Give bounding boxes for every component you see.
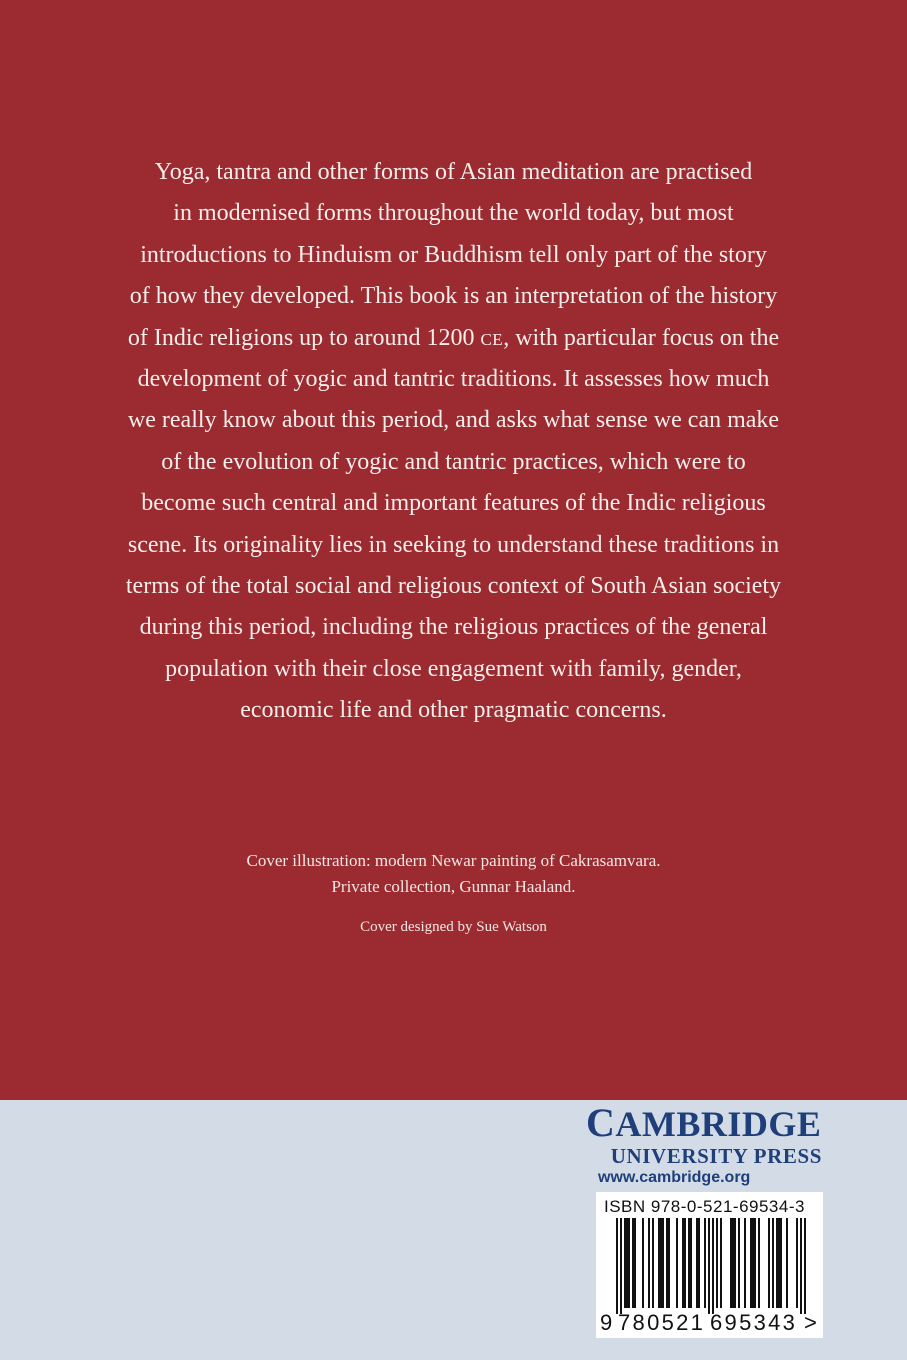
isbn-label: ISBN 978-0-521-69534-3 xyxy=(604,1197,805,1216)
barcode-bar xyxy=(676,1218,678,1308)
barcode-bar xyxy=(758,1218,760,1308)
barcode-bar xyxy=(634,1218,636,1308)
isbn-barcode-box xyxy=(596,1192,823,1338)
barcode-bar xyxy=(712,1218,714,1314)
barcode-bar xyxy=(754,1218,756,1308)
barcode-bar xyxy=(776,1218,778,1308)
cover-illustration-credit xyxy=(100,848,807,900)
illustration-credit-line: Cover illustration: modern Newar painting of Cakrasamvara. xyxy=(246,851,661,870)
barcode-bar xyxy=(730,1218,732,1308)
blurb-line: in modernised forms throughout the world today, but most xyxy=(173,200,734,227)
blurb-line: we really know about this period, and asks what sense we can make xyxy=(127,407,780,434)
barcode-bar xyxy=(772,1218,774,1308)
blurb-line: terms of the total social and religious context of South Asian society xyxy=(125,573,782,600)
barcode-bar xyxy=(690,1218,692,1308)
barcode-bar xyxy=(750,1218,752,1308)
barcode-bar xyxy=(652,1218,654,1308)
blurb-line: of the evolution of yogic and tantric practices, which were to xyxy=(161,448,746,475)
barcode-bar xyxy=(626,1218,628,1308)
blurb-line: population with their close engagement with family, gender, xyxy=(165,655,742,682)
blurb-line: of how they developed. This book is an interpretation of the history xyxy=(129,283,778,310)
collection-credit-line: Private collection, Gunnar Haaland. xyxy=(331,877,576,896)
barcode-bar xyxy=(708,1218,710,1314)
barcode-bar xyxy=(658,1218,660,1308)
barcode-bar xyxy=(720,1218,722,1308)
barcode-bar xyxy=(682,1218,684,1308)
barcode-bar xyxy=(668,1218,670,1308)
barcode-bar xyxy=(648,1218,650,1308)
barcode-bar xyxy=(704,1218,706,1308)
barcode-bar xyxy=(778,1218,780,1308)
barcode-bar xyxy=(804,1218,806,1314)
publisher-subtitle: UNIVERSITY PRESS xyxy=(610,1144,822,1168)
barcode-bar xyxy=(716,1218,718,1308)
barcode-bar xyxy=(744,1218,746,1308)
era-abbreviation: ce xyxy=(480,324,504,351)
barcode-bar xyxy=(624,1218,626,1308)
publisher-url: www.cambridge.org xyxy=(598,1169,751,1186)
blurb-line-part: of Indic religions up to around 1200 xyxy=(127,324,481,351)
barcode-bar xyxy=(620,1218,622,1314)
barcode-bar xyxy=(786,1218,788,1308)
barcode-bar xyxy=(780,1218,782,1308)
barcode-bar xyxy=(734,1218,736,1308)
barcode-bar xyxy=(628,1218,630,1308)
barcode-bar xyxy=(696,1218,698,1308)
barcode-bar xyxy=(752,1218,754,1308)
barcode-bar xyxy=(688,1218,690,1308)
blurb-line: scene. Its originality lies in seeking to understand these traditions in xyxy=(127,531,780,558)
ean-quiet-zone-mark: > xyxy=(804,1310,817,1335)
publisher-name xyxy=(586,1102,836,1145)
barcode-bars xyxy=(602,1218,817,1314)
barcode-bar xyxy=(660,1218,662,1308)
barcode-bar xyxy=(642,1218,644,1308)
barcode-bar xyxy=(800,1218,802,1314)
ean-left-digits: 780521 xyxy=(618,1310,706,1335)
publisher-name-initial: C xyxy=(586,1100,616,1145)
ean-first-digit: 9 xyxy=(600,1310,613,1335)
blurb-line: Yoga, tantra and other forms of Asian meditation are practised xyxy=(154,159,753,185)
barcode-bar xyxy=(662,1218,664,1308)
blurb-line: become such central and important features of the Indic religious xyxy=(141,490,766,517)
cover-designer-credit: Cover designed by Sue Watson xyxy=(360,919,547,935)
cover-blurb xyxy=(100,152,807,732)
publisher-logo xyxy=(586,1102,836,1167)
blurb-line xyxy=(100,318,807,359)
barcode-bar xyxy=(632,1218,634,1308)
blurb-line: introductions to Hinduism or Buddhism tell only part of the story xyxy=(140,241,767,268)
blurb-line-part: , with particular focus on the xyxy=(503,324,780,351)
ean-digits xyxy=(600,1310,822,1336)
barcode-bar xyxy=(738,1218,740,1308)
barcode-bar xyxy=(698,1218,700,1308)
ean-right-digits: 695343 xyxy=(710,1310,798,1335)
barcode-bar xyxy=(732,1218,734,1308)
barcode-bar xyxy=(616,1218,618,1314)
barcode-bar xyxy=(768,1218,770,1308)
barcode-bar xyxy=(796,1218,798,1308)
blurb-line: during this period, including the religious practices of the general xyxy=(139,614,768,641)
blurb-line: development of yogic and tantric traditions. It assesses how much xyxy=(137,366,770,393)
publisher-name-rest: AMBRIDGE xyxy=(615,1104,822,1144)
barcode-bar xyxy=(684,1218,686,1308)
barcode-bar xyxy=(666,1218,668,1308)
blurb-line: economic life and other pragmatic concerns. xyxy=(240,697,667,724)
